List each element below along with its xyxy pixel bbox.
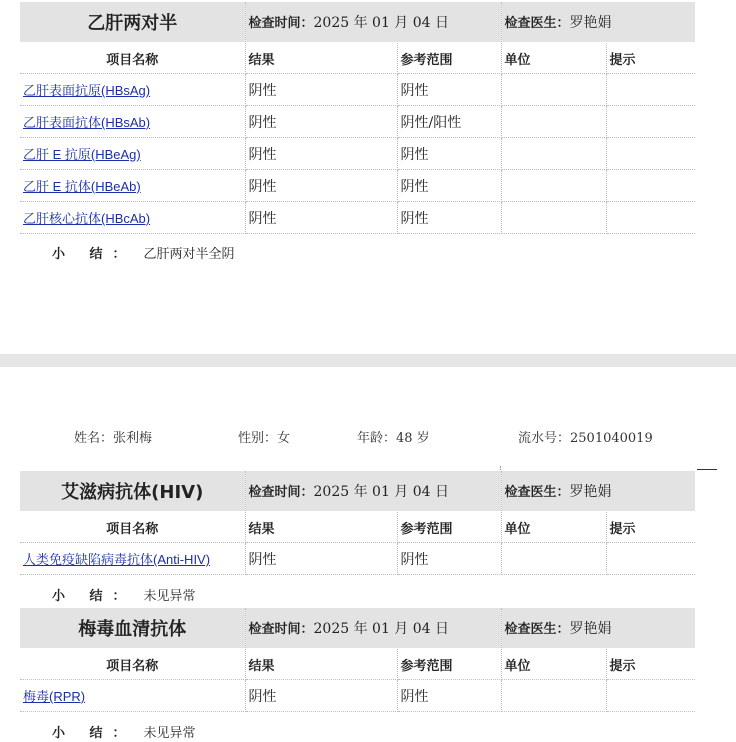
section-header [20, 2, 695, 43]
hint-cell [606, 106, 695, 138]
result-cell: 阴性 [245, 202, 397, 234]
col-unit-header: 单位 [501, 43, 606, 74]
summary [52, 243, 235, 262]
doctor [501, 608, 695, 649]
col-ref-header: 参考范围 [397, 512, 501, 543]
hint-cell [606, 170, 695, 202]
ref-cell: 阴性 [397, 543, 501, 575]
table-row [20, 170, 695, 202]
ref-cell: 阴性 [397, 680, 501, 712]
exam-time [245, 2, 501, 43]
section-title: 艾滋病抗体(HIV) [20, 471, 245, 512]
ref-cell: 阴性 [397, 74, 501, 106]
column-header-row [20, 43, 695, 74]
summary-text: 乙肝两对半全阴 [143, 247, 235, 262]
ref-cell: 阴性 [397, 138, 501, 170]
doctor-label: 检查医生： [504, 622, 570, 637]
unit-cell [501, 543, 606, 575]
hint-cell [606, 74, 695, 106]
summary [52, 585, 196, 604]
hint-cell [606, 202, 695, 234]
doctor-value: 罗艳娟 [569, 15, 612, 31]
exam-time-label: 检查时间： [248, 16, 314, 31]
exam-time-label: 检查时间： [248, 622, 314, 637]
col-name-header: 项目名称 [20, 512, 245, 543]
doctor-label: 检查医生： [504, 485, 570, 500]
patient-age: 年龄：48 岁 [357, 431, 430, 446]
result-cell: 阴性 [245, 543, 397, 575]
exam-time-value: 2025 年 01 月 04 日 [313, 621, 450, 637]
exam-time [245, 608, 501, 649]
item-link[interactable]: 乙肝核心抗体(HBcAb) [23, 211, 151, 226]
divider [697, 469, 717, 470]
hint-cell [606, 138, 695, 170]
report-table-hbv [20, 2, 695, 234]
unit-cell [501, 74, 606, 106]
exam-time [245, 471, 501, 512]
item-link[interactable]: 梅毒(RPR) [23, 689, 86, 704]
summary-label: 小 结： [52, 589, 136, 604]
column-header-row [20, 649, 695, 680]
patient-sex: 性别：女 [238, 431, 291, 446]
doctor [501, 471, 695, 512]
col-unit-header: 单位 [501, 512, 606, 543]
patient-name: 姓名：张利梅 [74, 431, 153, 446]
report-table-hiv [20, 471, 695, 575]
summary-text: 未见异常 [143, 589, 196, 604]
col-hint-header: 提示 [606, 649, 695, 680]
exam-time-label: 检查时间： [248, 485, 314, 500]
item-link[interactable]: 乙肝表面抗原(HBsAg) [23, 83, 151, 98]
item-link[interactable]: 乙肝 E 抗体(HBeAb) [23, 179, 141, 194]
ref-cell: 阴性 [397, 170, 501, 202]
col-name-header: 项目名称 [20, 649, 245, 680]
unit-cell [501, 202, 606, 234]
summary-text: 未见异常 [143, 726, 196, 741]
divider-tick [500, 466, 501, 470]
item-link[interactable]: 人类免疫缺陷病毒抗体(Anti-HIV) [23, 552, 211, 567]
section-header [20, 471, 695, 512]
hint-cell [606, 680, 695, 712]
report-table-syphilis [20, 608, 695, 712]
result-cell: 阴性 [245, 106, 397, 138]
col-ref-header: 参考范围 [397, 43, 501, 74]
table-row [20, 680, 695, 712]
result-cell: 阴性 [245, 74, 397, 106]
summary-label: 小 结： [52, 247, 136, 262]
col-result-header: 结果 [245, 43, 397, 74]
doctor-label: 检查医生： [504, 16, 570, 31]
hint-cell [606, 543, 695, 575]
result-cell: 阴性 [245, 138, 397, 170]
col-result-header: 结果 [245, 512, 397, 543]
item-link[interactable]: 乙肝 E 抗原(HBeAg) [23, 147, 141, 162]
patient-serial: 流水号：2501040019 [518, 431, 653, 446]
col-hint-header: 提示 [606, 512, 695, 543]
page-separator [0, 354, 736, 367]
table-row [20, 543, 695, 575]
section-title: 梅毒血清抗体 [20, 608, 245, 649]
section-header [20, 608, 695, 649]
unit-cell [501, 106, 606, 138]
unit-cell [501, 680, 606, 712]
doctor [501, 2, 695, 43]
result-cell: 阴性 [245, 170, 397, 202]
col-name-header: 项目名称 [20, 43, 245, 74]
ref-cell: 阴性/阳性 [397, 106, 501, 138]
summary [52, 722, 196, 741]
col-result-header: 结果 [245, 649, 397, 680]
section-title: 乙肝两对半 [20, 2, 245, 43]
exam-time-value: 2025 年 01 月 04 日 [313, 484, 450, 500]
summary-label: 小 结： [52, 726, 136, 741]
exam-time-value: 2025 年 01 月 04 日 [313, 15, 450, 31]
table-row [20, 202, 695, 234]
col-hint-header: 提示 [606, 43, 695, 74]
unit-cell [501, 138, 606, 170]
result-cell: 阴性 [245, 680, 397, 712]
unit-cell [501, 170, 606, 202]
doctor-value: 罗艳娟 [569, 621, 612, 637]
table-row [20, 138, 695, 170]
col-unit-header: 单位 [501, 649, 606, 680]
doctor-value: 罗艳娟 [569, 484, 612, 500]
table-row [20, 74, 695, 106]
ref-cell: 阴性 [397, 202, 501, 234]
col-ref-header: 参考范围 [397, 649, 501, 680]
table-row [20, 106, 695, 138]
column-header-row [20, 512, 695, 543]
item-link[interactable]: 乙肝表面抗体(HBsAb) [23, 115, 151, 130]
